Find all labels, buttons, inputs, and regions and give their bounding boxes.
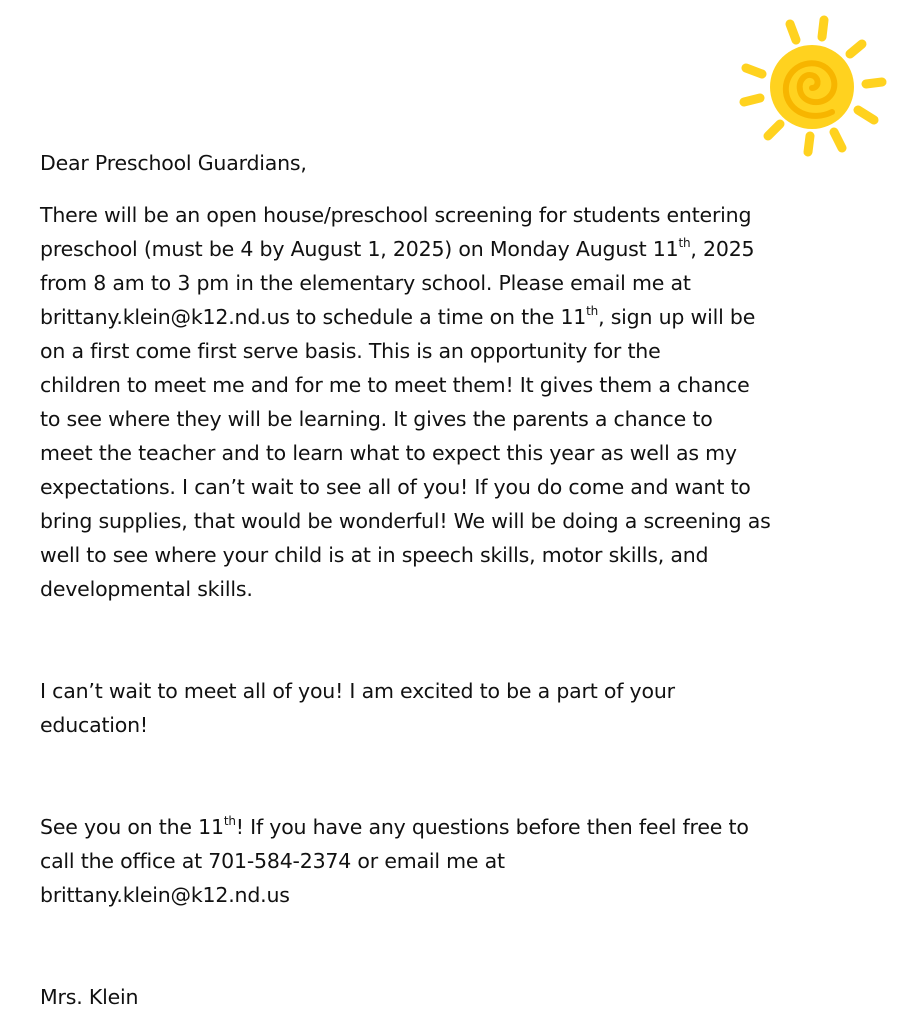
letter-body: [40, 146, 840, 1014]
text-line: from 8 am to 3 pm in the elementary school. Please email me at: [40, 271, 691, 295]
text-line: well to see where your child is at in speech skills, motor skills, and: [40, 543, 709, 567]
greeting: Dear Preschool Guardians,: [40, 151, 307, 175]
paragraph-open-house: [40, 198, 840, 606]
email-text: brittany.klein@k12.nd.us to schedule a time on the 11: [40, 305, 587, 329]
text-line: There will be an open house/preschool screening for students entering: [40, 203, 752, 227]
sun-icon: [732, 12, 892, 162]
text-line: See you on the 11th! If you have any questions before then feel free to: [40, 814, 749, 839]
text-line: I can’t wait to meet all of you! I am excited to be a part of your: [40, 679, 675, 703]
text-line: education!: [40, 713, 148, 737]
text-line: call the office at 701-584-2374 or email me at: [40, 849, 505, 873]
text-line: bring supplies, that would be wonderful! We will be doing a screening as: [40, 509, 771, 533]
email-text: brittany.klein@k12.nd.us: [40, 883, 290, 907]
signature: Mrs. Klein: [40, 985, 139, 1009]
text-line: brittany.klein@k12.nd.us to schedule a time on the 11th, sign up will be: [40, 304, 756, 329]
text-line: to see where they will be learning. It gives the parents a chance to: [40, 407, 713, 431]
text-line: expectations. I can’t wait to see all of you! If you do come and want to: [40, 475, 751, 499]
text-line: on a first come first serve basis. This is an opportunity for the: [40, 339, 661, 363]
paragraph-excited: [40, 674, 840, 742]
paragraph-contact: [40, 810, 840, 912]
text-line: preschool (must be 4 by August 1, 2025) on Monday August 11th, 2025: [40, 236, 755, 261]
text-line: developmental skills.: [40, 577, 253, 601]
text-line: meet the teacher and to learn what to expect this year as well as my: [40, 441, 737, 465]
text-line: children to meet me and for me to meet them! It gives them a chance: [40, 373, 750, 397]
